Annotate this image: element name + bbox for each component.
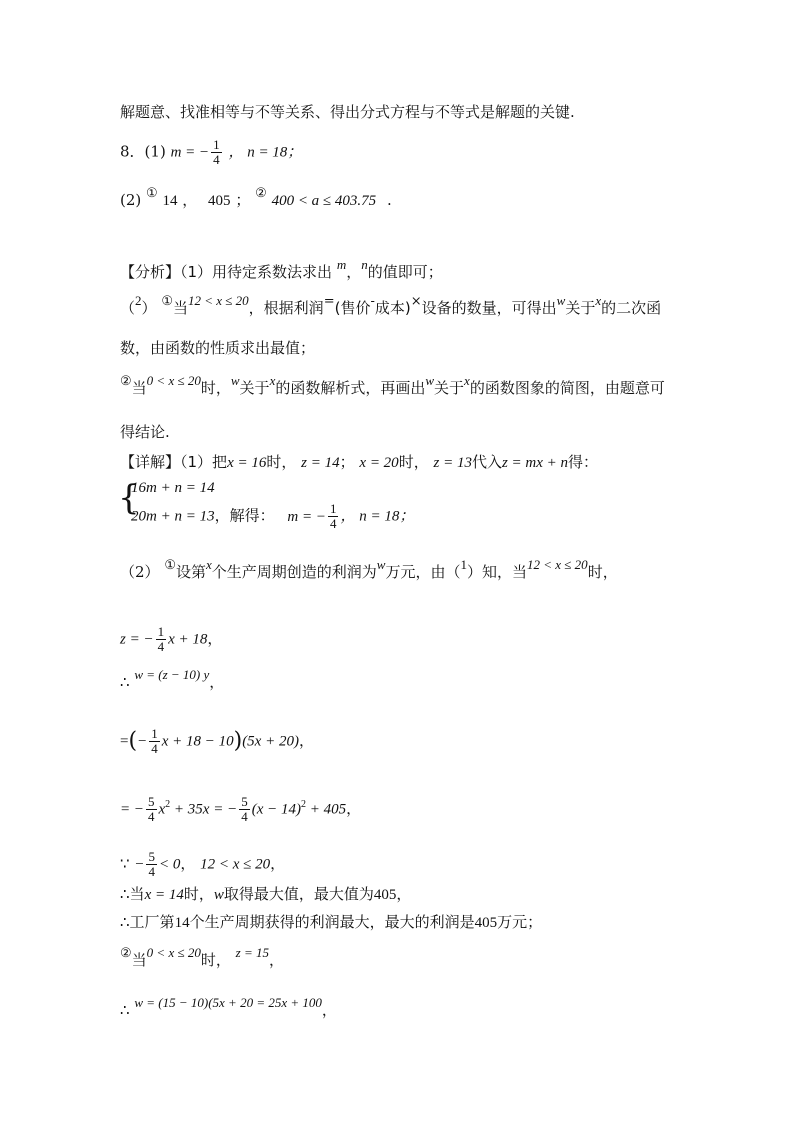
linear-w-line: ∴ w = (15 − 10)(5x + 20 = 25x + 100， (120, 995, 337, 1019)
equation-w: ∴ w = (z − 10) y， (120, 667, 225, 691)
equation-z: z = − $\frac{1}{4}$ x + 18， (120, 624, 223, 654)
question-number: 8．(1) (120, 142, 166, 161)
answer-range-a: 400 < a ≤ 403.75 (271, 193, 377, 209)
system-equation-1: 16m + n = 14 (131, 480, 215, 496)
system-equation-2-line: 20m + n = 13，解得： m = − $\frac{1}{4}$ ， n = 18； (131, 501, 415, 531)
analysis-line-1: 【分析】（1）用待定系数法求出 m，n的值即可； (120, 257, 443, 281)
because-symbol: ∵ (120, 854, 130, 873)
text-line-1 (120, 102, 575, 122)
answer-8-part-2: (2) ① 14 ， 405 ； ② 400 < a ≤ 403.75 . (120, 186, 392, 209)
conclusion-text: 解题意、找准相等与不等关系、得出分式方程与不等式是解题的关键. (120, 103, 575, 121)
case-2-line: ②当0 < x ≤ 20时， z = 15， (120, 945, 285, 969)
fraction: $\frac{1}{4}$ (213, 137, 220, 167)
analysis-line-4: ②当0 < x ≤ 20时，w关于x的函数解析式，再画出w关于x的函数图象的简图，由题意可 (120, 373, 665, 397)
system-equation-2: 20m + n = 13 (131, 508, 215, 525)
therefore-symbol: ∴ (120, 673, 130, 691)
analysis-line-3: 数，由函数的性质求出最值； (120, 339, 316, 357)
circled-2: ② (255, 186, 267, 201)
analysis-line-5: 得结论. (120, 423, 170, 441)
answer-14: 14 (162, 193, 178, 209)
analysis-label: 【分析】 (120, 263, 181, 281)
detail-part-2-line: （2） ①设第x个生产周期创造的利润为w万元，由（1）知，当12 < x ≤ 20时， (120, 557, 618, 581)
detail-line-1: 【详解】（1）把x = 16时， z = 14； x = 20时， z = 13代入z = mx + n得： (120, 453, 599, 471)
max-line: ∴当x = 14时，w取得最大值，最大值为405， (120, 885, 412, 903)
condition-line: ∵ − $\frac{5}{4}$ < 0， 12 < x ≤ 20， (120, 849, 286, 879)
part-label: (2) (120, 191, 142, 209)
detail-label: 【详解】 (120, 453, 181, 471)
answer-405: 405 (208, 193, 231, 209)
answer-m: m = − (170, 144, 210, 161)
circled-1: ① (146, 186, 158, 201)
analysis-line-2: （2） ①当12 < x ≤ 20，根据利润=(售价-成本)×设备的数量，可得出w关于x的二次函 (120, 293, 662, 317)
equation-expand: =(− $\frac{1}{4}$ x + 18 − 10)(5x + 20)， (120, 726, 314, 756)
answer-8-part-1 (120, 138, 302, 167)
conclusion-line: ∴工厂第14个生产周期获得的利润最大，最大的利润是405万元； (120, 913, 543, 931)
answer-n: ， n = 18； (228, 144, 303, 161)
equation-vertex: = − $\frac{5}{4}$ $x^2 + 35x$ = − $\frac{5}{4}$ $(x - 14)^2 + 405$， (120, 794, 362, 824)
equation-system-brace: { (118, 478, 140, 518)
